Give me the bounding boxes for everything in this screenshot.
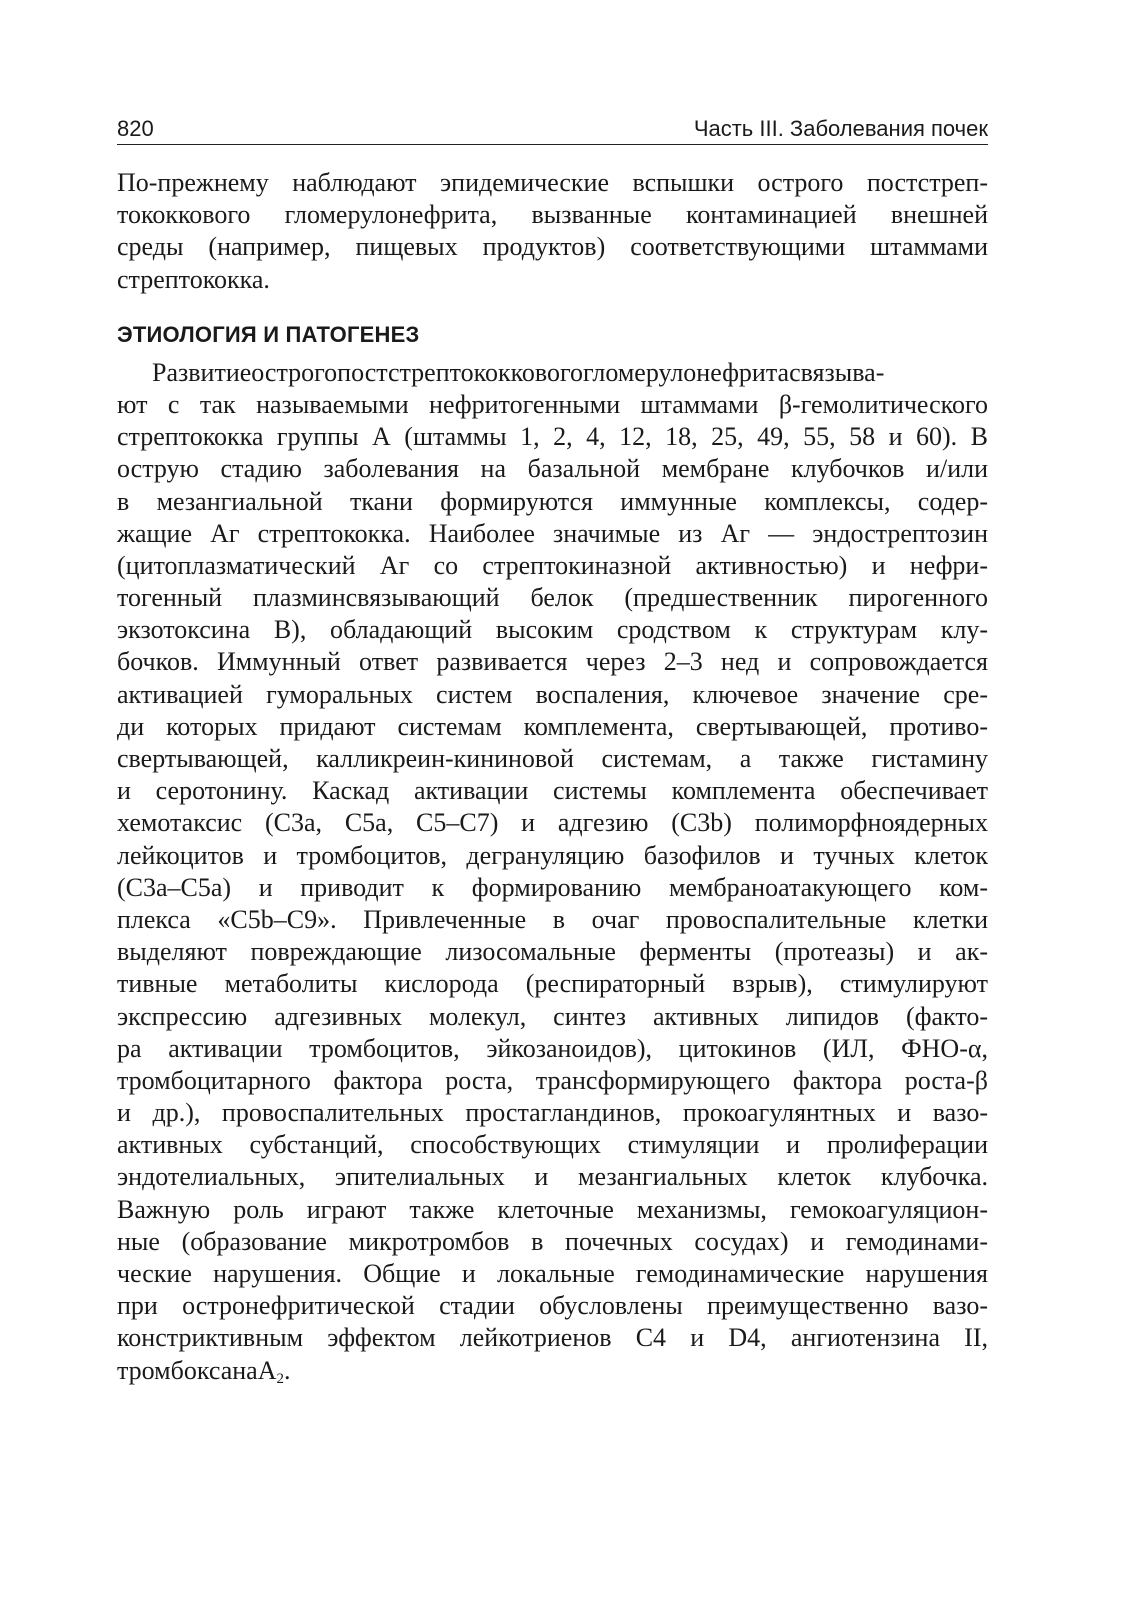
text-line: при остронефритической стадии обусловлены преимущественно вазо- xyxy=(117,1291,988,1321)
text-line: констриктивным эффектом лейкотриенов С4 и D4, ангиотензина II, xyxy=(117,1323,988,1353)
text-line: ные (образование микротромбов в почечных сосудах) и гемодинами- xyxy=(117,1226,988,1256)
text-line: эндотелиальных, эпителиальных и мезангиальных клеток клубочка. xyxy=(117,1162,988,1192)
text-line: экспрессию адгезивных молекул, синтез активных липидов (факто- xyxy=(117,1001,988,1031)
final-line-text: тромбоксанаA xyxy=(117,1355,277,1385)
text-line: выделяют повреждающие лизосомальные ферменты (протеазы) и ак- xyxy=(117,937,988,967)
text-line: По-прежнему наблюдают эпидемические вспышки острого постстреп- xyxy=(117,168,988,197)
text-line: ческие нарушения. Общие и локальные гемодинамические нарушения xyxy=(117,1259,988,1288)
text-line: тококкового гломерулонефрита, вызванные контаминацией внешней xyxy=(117,200,988,230)
intro-paragraph xyxy=(117,167,988,296)
running-header xyxy=(117,110,988,145)
text-line: острую стадию заболевания на базальной мембране клубочков и/или xyxy=(117,454,988,484)
text-line: Развитиеострогопостстрептококковогогломерулонефритасвязыва- xyxy=(152,357,885,387)
book-page xyxy=(117,110,988,1387)
final-line xyxy=(117,1355,988,1387)
text-line: хемотаксис (С3а, С5а, С5–С7) и адгезию (С3b) полиморфноядерных xyxy=(117,808,988,838)
text-line: тогенный плазминсвязывающий белок (предшественник пирогенного xyxy=(117,583,988,613)
text-line: и др.), провоспалительных простагландинов, прокоагулянтных и вазо- xyxy=(117,1098,988,1128)
etiology-paragraph xyxy=(117,357,988,1387)
text-line: экзотоксина В), обладающий высоким сродством к структурам клу- xyxy=(117,615,988,645)
text-line: в мезангиальной ткани формируются иммунные комплексы, содер- xyxy=(117,486,988,516)
text-line: и серотонину. Каскад активации системы комплемента обеспечивает xyxy=(117,776,988,806)
text-line: тромбоцитарного фактора роста, трансформирующего фактора роста-β xyxy=(117,1065,988,1095)
text-line: стрептококка группы А (штаммы 1, 2, 4, 12, 18, 25, 49, 55, 58 и 60). В xyxy=(117,422,988,452)
running-title: Часть III. Заболевания почек xyxy=(693,116,988,141)
text-line: (С3а–С5а) и приводит к формированию мембраноатакующего ком- xyxy=(117,872,988,902)
text-line: лейкоцитов и тромбоцитов, дегрануляцию базофилов и тучных клеток xyxy=(117,840,988,870)
text-line: ра активации тромбоцитов, эйкозаноидов), цитокинов (ИЛ, ФНО-α, xyxy=(117,1033,988,1063)
page-number: 820 xyxy=(117,116,154,141)
section-heading: ЭТИОЛОГИЯ И ПАТОГЕНЕЗ xyxy=(117,321,420,347)
subscript: 2 xyxy=(276,1370,284,1387)
text-line: стрептококка. xyxy=(117,264,270,294)
text-line: ди которых придают системам комплемента, свертывающей, противо- xyxy=(117,711,988,741)
text-line: тивные метаболиты кислорода (респираторный взрыв), стимулируют xyxy=(117,969,988,999)
text-line: Важную роль играют также клеточные механизмы, гемокоагуляцион- xyxy=(117,1194,988,1224)
text-line: активных субстанций, способствующих стимуляции и пролиферации xyxy=(117,1130,988,1160)
text-line: активацией гуморальных систем воспаления, ключевое значение сре- xyxy=(117,679,988,709)
text-line: (цитоплазматический Аг со стрептокиназной активностью) и нефри- xyxy=(117,550,988,580)
text-line: ют с так называемыми нефритогенными штаммами β-гемолитического xyxy=(117,389,988,419)
text-line: плекса «С5b–С9». Привлеченные в очаг провоспалительные клетки xyxy=(117,904,988,934)
final-line-end: . xyxy=(283,1355,291,1385)
text-line: жащие Аг стрептококка. Наиболее значимые из Аг — эндострептозин xyxy=(117,518,988,548)
text-line: свертывающей, калликреин-кининовой системам, а также гистамину xyxy=(117,744,988,773)
text-line: бочков. Иммунный ответ развивается через 2–3 нед и сопровождается xyxy=(117,647,988,677)
text-line: среды (например, пищевых продуктов) соответствующими штаммами xyxy=(117,232,988,262)
